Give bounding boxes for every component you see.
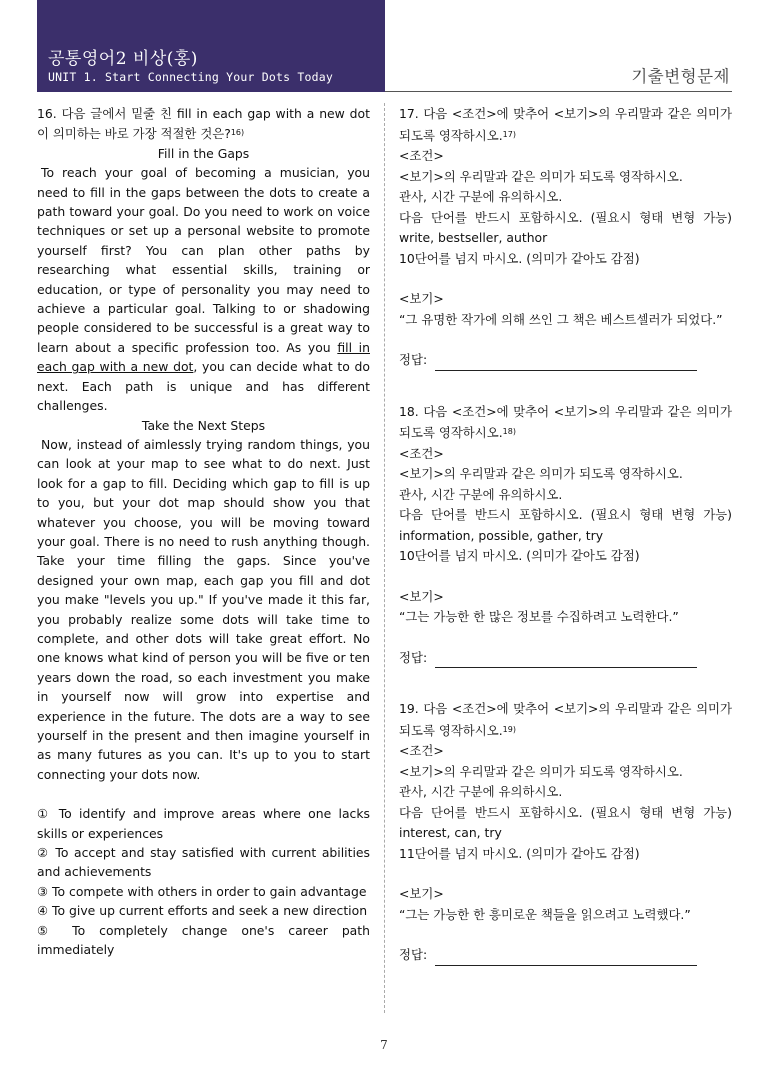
unit-subtitle: UNIT 1. Start Connecting Your Dots Today xyxy=(48,70,333,84)
condition-item: 다음 단어를 반드시 포함하시오. (필요시 형태 변형 가능) interest, can, try xyxy=(399,804,732,840)
example-sentence: “그는 가능한 한 많은 정보를 수집하려고 노력한다.” xyxy=(399,609,679,624)
section-label: 기출변형문제 xyxy=(631,67,730,86)
condition-item: <보기>의 우리말과 같은 의미가 되도록 영작하시오. xyxy=(399,168,683,184)
question-prompt-text: 18. 다음 <조건>에 맞추어 <보기>의 우리말과 같은 의미가 되도록 영작하시오. xyxy=(399,403,732,440)
footnote-marker: 17) xyxy=(502,129,516,139)
answer-blank[interactable] xyxy=(435,952,697,966)
answer-blank[interactable] xyxy=(435,654,697,668)
answer-option-3[interactable]: ③ To compete with others in order to gain advantage xyxy=(37,883,367,899)
answer-option-2[interactable]: ② To accept and stay satisfied with current abilities and achievements xyxy=(37,845,370,880)
question-18 xyxy=(399,402,732,669)
question-prompt xyxy=(399,104,732,146)
spacer xyxy=(399,668,732,699)
condition-label: <조건> xyxy=(399,743,444,758)
example-sentence: “그 유명한 작가에 의해 쓰인 그 책은 베스트셀러가 되었다.” xyxy=(399,311,723,327)
condition-label: <조건> xyxy=(399,148,444,163)
condition-item: 11단어를 넘지 마시오. (의미가 같아도 감점) xyxy=(399,845,640,861)
passage-paragraph xyxy=(37,163,370,415)
passage-paragraph: Now, instead of aimlessly trying random things, you can look at your map to see what to do next. Just look for a gap to fill. Deciding which gap to fill is up to you, but your dot map should show you that whatever you choose, you will be moving toward your goal. There is no need to rush anything though. Take your time filling the gaps. Since you've designed your own map, each gap you fill and dot you make "levels you up." If you've made it this far, you probably realize some dots will take time to complete, and other dots will take great effort. No one knows what kind of person you will be five or ten years down the road, so each investment you make in yourself now will grow into expertise and experience in the future. The dots are a way to see yourself in the present and then imagine yourself in as many futures as you can. It's up to you to start connecting your dots now. xyxy=(37,436,370,782)
condition-label: <조건> xyxy=(399,445,444,461)
passage-text: To reach your goal of becoming a musician, you need to fill in the gaps between the dots to create a path toward your goal. Do you need to work on voice techniques or set up a personal website to promote yourself first? You can plan other paths by researching what essential skills, training or education, or type of personality you may need to achieve a particular goal. Talking to or shadowing people considered to be successful is a great way to learn about a specific profession too. As you xyxy=(37,165,370,355)
answer-option-5[interactable]: ⑤ To completely change one's career path immediately xyxy=(37,922,370,958)
column-divider xyxy=(384,103,385,1013)
left-column xyxy=(37,104,370,959)
answer-label: 정답: xyxy=(399,352,428,367)
answer-field[interactable] xyxy=(399,648,732,669)
example-label: <보기> xyxy=(399,291,444,306)
right-column xyxy=(399,104,732,966)
example-label: <보기> xyxy=(399,588,444,604)
question-16-prompt xyxy=(37,104,370,144)
underlined-phrase: fill in each gap with a new dot xyxy=(37,339,370,375)
answer-field[interactable] xyxy=(399,350,732,371)
answer-option-4[interactable]: ④ To give up current efforts and seek a new direction xyxy=(37,903,368,919)
condition-item: 관사, 시간 구분에 유의하시오. xyxy=(399,784,563,799)
answer-field[interactable] xyxy=(399,945,732,966)
footnote-marker: 19) xyxy=(502,724,516,734)
spacer xyxy=(399,864,732,884)
passage-heading: Fill in the Gaps xyxy=(157,145,250,161)
condition-item: 10단어를 넘지 마시오. (의미가 같아도 감점) xyxy=(399,250,640,266)
spacer xyxy=(399,925,732,945)
condition-item: 다음 단어를 반드시 포함하시오. (필요시 형태 변형 가능) information, possible, gather, try xyxy=(399,507,732,543)
spacer xyxy=(37,784,370,804)
condition-item: 관사, 시간 구분에 유의하시오. xyxy=(399,486,563,502)
page-number: 7 xyxy=(380,1038,388,1052)
passage-text: , you can decide what to do next. Each path is unique and has different challenges. xyxy=(37,359,370,414)
condition-item: <보기>의 우리말과 같은 의미가 되도록 영작하시오. xyxy=(399,466,683,481)
condition-item: 다음 단어를 반드시 포함하시오. (필요시 형태 변형 가능) write, bestseller, author xyxy=(399,209,732,245)
condition-item: 10단어를 넘지 마시오. (의미가 같아도 감점) xyxy=(399,548,640,563)
spacer xyxy=(399,269,732,289)
answer-option-1[interactable]: ① To identify and improve areas where one lacks skills or experiences xyxy=(37,806,370,841)
example-sentence: “그는 가능한 한 흥미로운 책들을 읽으려고 노력했다.” xyxy=(399,906,691,922)
footnote-marker: 18) xyxy=(502,427,516,436)
question-prompt xyxy=(399,402,732,444)
spacer xyxy=(399,330,732,350)
question-16-prompt-text: 16. 다음 글에서 밑줄 친 fill in each gap with a new dot이 의미하는 바로 가장 적절한 것은? xyxy=(37,106,370,142)
book-title: 공통영어2 비상(홍) xyxy=(48,49,198,69)
question-19 xyxy=(399,699,732,966)
question-prompt xyxy=(399,699,732,741)
condition-item: <보기>의 우리말과 같은 의미가 되도록 영작하시오. xyxy=(399,763,683,779)
answer-label: 정답: xyxy=(399,649,428,665)
example-label: <보기> xyxy=(399,886,444,901)
question-17 xyxy=(399,104,732,371)
passage-heading: Take the Next Steps xyxy=(141,417,266,433)
header-banner xyxy=(37,0,385,92)
spacer xyxy=(399,371,732,402)
condition-item: 관사, 시간 구분에 유의하시오. xyxy=(399,189,563,204)
question-prompt-text: 19. 다음 <조건>에 맞추어 <보기>의 우리말과 같은 의미가 되도록 영작하시오. xyxy=(399,701,732,738)
answer-label: 정답: xyxy=(399,947,428,962)
spacer xyxy=(399,567,732,587)
question-prompt-text: 17. 다음 <조건>에 맞추어 <보기>의 우리말과 같은 의미가 되도록 영작하시오. xyxy=(399,106,732,143)
spacer xyxy=(399,628,732,648)
header-rule xyxy=(385,91,732,92)
answer-blank[interactable] xyxy=(435,357,697,371)
footnote-marker: 16) xyxy=(230,128,245,138)
